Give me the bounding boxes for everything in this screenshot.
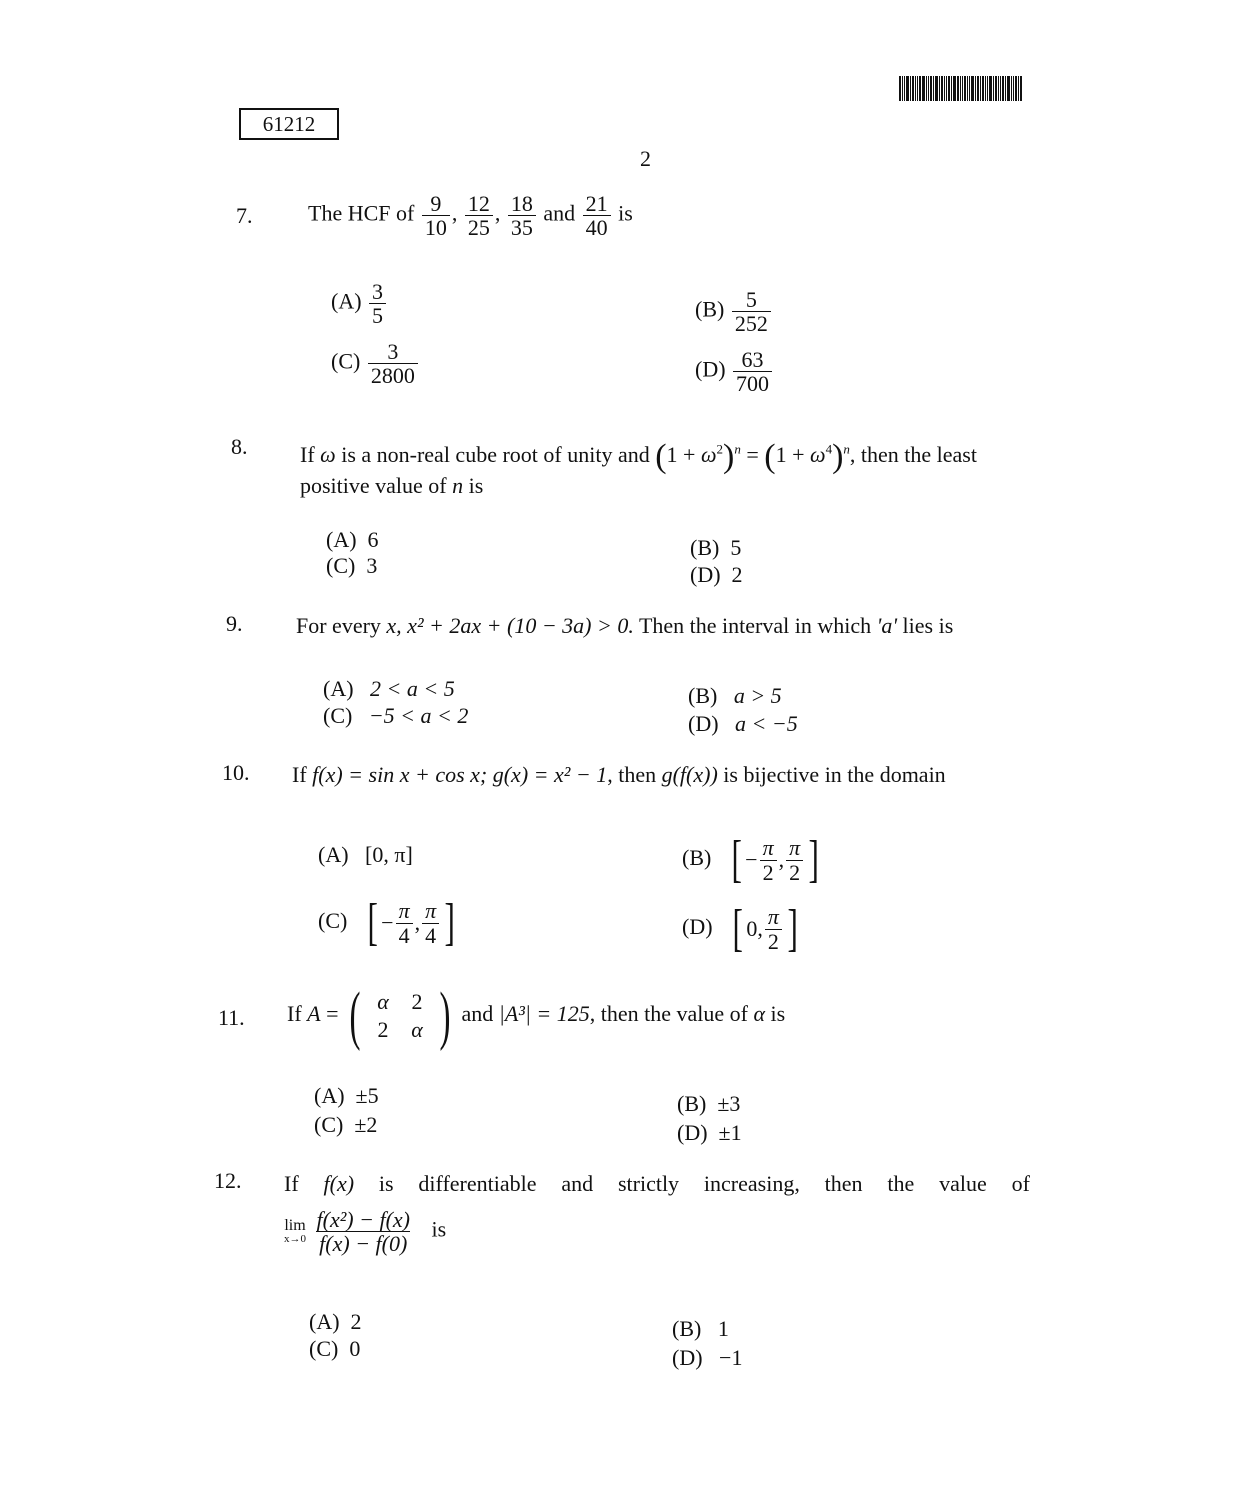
question-12-option-a: (A) 2: [309, 1309, 362, 1334]
question-9-number: 9.: [226, 611, 243, 636]
barcode-bar: [910, 76, 911, 101]
barcode-bar: [1005, 76, 1006, 101]
question-11-number: 11.: [218, 1005, 245, 1030]
barcode-bar: [1015, 76, 1017, 101]
question-12-option-d: (D) −1: [672, 1345, 743, 1370]
question-10-option-a: (A) [0, π]: [318, 842, 413, 867]
question-8-option-b: (B) 5: [690, 535, 742, 560]
barcode-bar: [980, 76, 981, 101]
barcode-bar: [906, 76, 909, 101]
barcode-bar: [904, 76, 905, 101]
question-9-option-a: (A) 2 < a < 5: [323, 676, 455, 701]
barcode-bar: [1002, 76, 1004, 101]
paper-code-box: 61212: [239, 108, 339, 140]
question-11-option-b: (B) ±3: [677, 1091, 741, 1116]
barcode-bar: [971, 76, 974, 101]
question-9-option-b: (B) a > 5: [688, 683, 782, 708]
question-8-option-d: (D) 2: [690, 562, 743, 587]
question-11-option-a: (A) ±5: [314, 1083, 379, 1108]
question-10-option-d: (D) [ 0, $\frac{\pi}{2}$ ]: [682, 900, 798, 957]
barcode-bar: [985, 76, 986, 101]
barcode-bar: [930, 76, 932, 101]
barcode-bar: [1013, 76, 1014, 101]
matrix-a: ( α 2 2 α ): [349, 979, 451, 1052]
barcode-bar: [919, 76, 921, 101]
question-12-line-1: If f(x) is differentiable and strictly increasing, then the value of: [284, 1171, 1030, 1196]
barcode-bar: [957, 76, 959, 101]
barcode-bar: [946, 76, 947, 101]
barcode-bar: [993, 76, 994, 101]
question-7-option-a: (A) $\frac{3}{5}$: [331, 280, 388, 327]
barcode-bar: [899, 76, 901, 101]
barcode-bar: [922, 76, 925, 101]
barcode-bar: [989, 76, 992, 101]
barcode-bar: [926, 76, 927, 101]
page-number: 2: [640, 146, 651, 171]
barcode-bar: [964, 76, 966, 101]
question-11-option-d: (D) ±1: [677, 1120, 742, 1145]
question-12-option-c: (C) 0: [309, 1336, 361, 1361]
barcode-bar: [977, 76, 979, 101]
barcode-bar: [1000, 76, 1001, 101]
barcode-bar: [912, 76, 914, 101]
question-7-text: The HCF of $\frac{9}{10}$ , $\frac{12}{25}$ , $\frac{18}{35}$ and $\frac{21}{40}$ is: [308, 191, 633, 241]
barcode-bar: [998, 76, 999, 101]
question-12-option-b: (B) 1: [672, 1316, 729, 1341]
question-9-option-d: (D) a < −5: [688, 711, 798, 736]
question-12-limit-expression: lim x→0 $\frac{\text{f(x²) − f(x)}}{f(x) - f(0)}$ is: [284, 1207, 447, 1257]
question-7-number: 7.: [236, 203, 253, 228]
barcode-bar: [1018, 76, 1019, 101]
barcode-bar: [995, 76, 997, 101]
barcode-bar: [967, 76, 968, 101]
limit-operator: lim x→0: [284, 1217, 306, 1246]
question-12-number: 12.: [214, 1168, 242, 1193]
question-9-option-c: (C) −5 < a < 2: [323, 703, 469, 728]
question-10-option-c: (C) [ − $\frac{\pi}{4}$ , $\frac{\pi}{4}$ ]: [318, 894, 456, 951]
question-7-option-b: (B) $\frac{5}{252}$: [695, 288, 773, 335]
question-10-number: 10.: [222, 760, 250, 785]
barcode-bar: [1007, 76, 1010, 101]
barcode-bar: [982, 76, 984, 101]
barcode-bar: [902, 76, 903, 101]
barcode-bar: [917, 76, 918, 101]
question-7-option-c: (C) $\frac{3}{2800}$: [331, 340, 420, 387]
barcode: [899, 76, 1055, 101]
barcode-bar: [1020, 76, 1022, 101]
question-8-line-2: positive value of n is: [300, 473, 484, 498]
barcode-bar: [948, 76, 950, 101]
barcode-bar: [975, 76, 976, 101]
barcode-bar: [987, 76, 988, 101]
barcode-bar: [1011, 76, 1012, 101]
barcode-bar: [960, 76, 961, 101]
question-8-option-a: (A) 6: [326, 527, 379, 552]
question-10-option-b: (B) [ − $\frac{\pi}{2}$ , $\frac{\pi}{2}$ ]: [682, 831, 820, 888]
barcode-bar: [928, 76, 929, 101]
barcode-bar: [951, 76, 952, 101]
question-7-option-d: (D) $\frac{63}{700}$: [695, 348, 774, 395]
barcode-bar: [969, 76, 970, 101]
question-9-text: For every x, x² + 2ax + (10 − 3a) > 0. Then the interval in which 'a' lies is: [296, 613, 954, 638]
barcode-bar: [933, 76, 934, 101]
barcode-bar: [935, 76, 938, 101]
barcode-bar: [915, 76, 916, 101]
barcode-bar: [939, 76, 940, 101]
barcode-bar: [953, 76, 956, 101]
question-8-option-c: (C) 3: [326, 553, 378, 578]
barcode-bar: [941, 76, 943, 101]
question-10-text: If f(x) = sin x + cos x; g(x) = x² − 1, then g(f(x)) is bijective in the domain: [292, 762, 946, 787]
question-11-text: If A = ( α 2 2 α ) and |A³| = 125, then the value of α is: [287, 979, 786, 1052]
barcode-bar: [944, 76, 945, 101]
question-8-line-1: If ω is a non-real cube root of unity and $(1 + \omega^2)^n = (1 + \omega^4)^n$, then the least: [300, 438, 977, 475]
question-11-option-c: (C) ±2: [314, 1112, 378, 1137]
barcode-bar: [962, 76, 963, 101]
question-8-number: 8.: [231, 434, 248, 459]
